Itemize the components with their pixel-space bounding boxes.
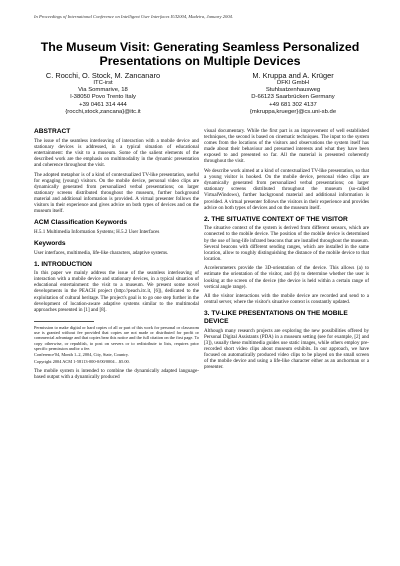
keywords-text: User interfaces, multimedia, life-like characters, adaptive systems. [34,249,169,256]
author-block-dfki [208,71,378,116]
author-affiliation: ITC-irst [93,80,113,86]
right-column [204,128,369,374]
footnote-divider [34,321,94,322]
running-head: In Proceedings of International Conference on Intelligent User Interfaces IUI2004, Madeira, January 2004. [34,14,234,19]
keywords-heading: Keywords [34,239,66,247]
author-names: C. Rocchi, O. Stock, M. Zancanaro [45,71,161,80]
body-paragraph: visual documentary. While the first part is an improvement of well established techniques, the second is based on cinematic techniques. The input to the system comes from the locations of the visitors and observations the system itself has made about their behaviour and presumed interests and what they have been exposed to and presented so far. All the material is presented coherently throughout the visit. [204,128,369,165]
body-paragraph: Although many research projects are exploring the new possibilities offered by Personal Digital Assistants (PDA) in a museum setting (see for example, [2] and [3]), usually these multimedia guides use static images, while others employ pre-recorded short video clips about museum exhibits. In our approach, we have focused on automatically produced video clips to be played on the small screen of the mobile device and using a life-like character either as an anchorman or a presenter. [204,327,369,371]
author-phone: +49 681 302 4137 [269,101,317,108]
author-email: {rocchi,stock,zancana}@itc.it [65,108,141,115]
body-paragraph: Accelerometers provide the 3D-orientation of the device. This allows (a) to estimate the orientation of the visitor, and (b) to determine whether the user is looking at the screen of the device (the device is held within a certain range of vertical angle range). [204,265,369,290]
acm-text: H.5.1 Multimedia Information Systems; H.5.2 User Interfaces [34,228,160,235]
section-3-heading: 3. TV-LIKE PRESENTATIONS ON THE MOBILE DEVICE [204,310,348,326]
author-address-line: D-66123 Saarbrücken Germany [251,94,335,101]
abstract-heading: ABSTRACT [34,128,71,135]
author-phone: +39 0461 314 444 [79,101,127,108]
introduction-paragraph: The mobile system is intended to combine the dynamically adapted language-based output with a dynamically produced [34,367,199,381]
author-email: {mkruppa,krueger}@cs.uni-sb.de [249,108,337,115]
body-paragraph: We describe work aimed at a kind of contextualized TV-like presentation, so that a young visitor is hooked. On the mobile device, personal video clips are dynamically generated from personalized verbal presentations; on larger stationary screens distributed throughout the museum (so-called VirtualWindows), further background material and additional information is provided. A virtual presenter follows the visitors in their experience and provides advice on both types of devices and on the museum itself. [204,168,369,211]
introduction-paragraph: In this paper we mainly address the issue of the seamless interleaving of interaction with a mobile device and stationary devices, in a typical situation of educational entertainment: the visit to a museum. We present some novel developments in the PEACH project (http://peach.itc.it, [6]), dedicated to the exploitation of cultural heritage. The project's goal is to go one step further in the development of location-aware adaptive systems similar to the multimodal approaches presented in [1] and [8]. [34,270,199,313]
body-paragraph: All the visitor interactions with the mobile device are recorded and send to a central server, where the visitor's situative context is constantly updated. [204,293,369,306]
author-affiliation: DFKI GmbH [276,80,310,86]
author-block-itc [18,71,188,116]
left-column [34,128,199,384]
author-address-line: Stuhlsatzenhausweg [265,87,321,94]
permission-notice: Permission to make digital or hard copies of all or part of this work for personal or classroom use is granted without fee provided that copies are not made or distributed for profit or commercial advantage and that copies bear this notice and the full citation on the first page. To copy otherwise, or republish, to post on servers or to redistribute to lists, requires prior specific permission and/or a fee. [34,324,199,352]
copyright-line: Copyright 2004 ACM 1-58113-000-0/00/0004…$5.00. [34,358,130,364]
author-address-line: Via Sommarive, 18 [78,87,128,94]
section-2-heading: 2. THE SITUATIVE CONTEXT OF THE VISITOR [204,215,348,223]
abstract-paragraph: The issue of the seamless interleaving of interaction with a mobile device and stationary devices is addressed, in a typical situation of educational entertainment: the visit to a museum. Some of the salient elements of the described work are the emphasis on multimodality in the dynamic presentation and coherence throughout the visit. [34,137,199,168]
body-paragraph: The situative context of the system is derived from different sensors, which are connected to the mobile device. The position of the mobile device is determined by the use of long-life infrared beacons that are installed throughout the museum. Several beacons with different sending ranges, which are installed in the same location, allow to roughly distinguishing the distance of the mobile device to that location. [204,225,369,262]
author-names: M. Kruppa and A. Krüger [252,71,334,80]
introduction-heading: 1. INTRODUCTION [34,260,92,268]
author-address-line: I-38050 Povo Trento Italy [70,94,136,101]
acm-heading: ACM Classification Keywords [34,219,128,227]
paper-title: The Museum Visit: Generating Seamless Personalized Presentations on Multiple Devices [40,40,360,68]
abstract-paragraph: The adopted metaphor is of a kind of contextualized TV-like presentation, useful for engaging (young) visitors. On the mobile device, personal video clips are dynamically generated from personalized verbal presentations; on larger stationary screens distributed throughout the museum, further background material and additional information is provided. A virtual presenter follows the visitors in their experience and gives advice on both types of devices and on the museum itself. [34,171,199,215]
conference-line: Conference'04, Month 1–2, 2004, City, State, Country. [34,352,129,358]
